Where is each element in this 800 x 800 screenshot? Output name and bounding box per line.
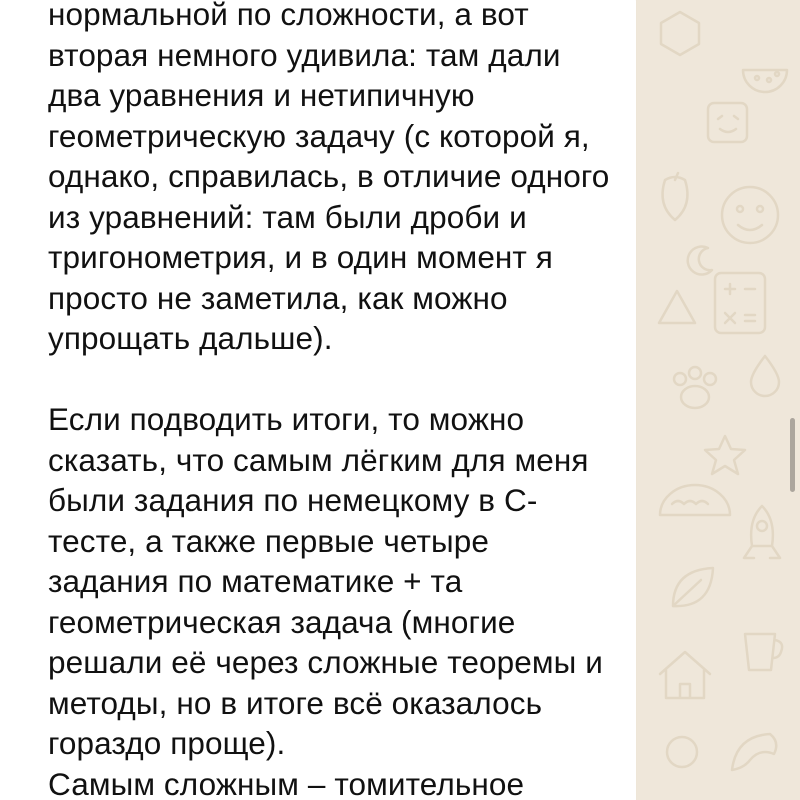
dog-paw-doodle-icon <box>660 355 730 425</box>
scroll-indicator[interactable] <box>790 418 795 492</box>
message-line: геометрическую задачу (с которой я, <box>48 117 590 154</box>
taco-doodle-icon <box>650 470 740 530</box>
triangle-doodle-icon <box>655 285 700 330</box>
hexagon-doodle-icon <box>655 8 705 58</box>
message-line: однако, справилась, в отличие одного <box>48 158 610 194</box>
message-line: решали её через сложные теоремы и <box>48 644 603 680</box>
fruit-slice-doodle-icon <box>735 40 795 100</box>
leaf-doodle-icon <box>665 560 720 615</box>
message-line: тесте, а также первые четыре <box>48 522 489 559</box>
message-line: два уравнения и нетипичную <box>48 77 475 113</box>
shrimp-doodle-icon <box>720 720 790 790</box>
message-line: тригонометрия, и в один момент я <box>48 239 553 275</box>
message-line: из уравнений: там были дроби и <box>48 198 527 235</box>
message-line: вторая немного удивила: там дали <box>48 36 561 73</box>
message-text <box>48 0 628 800</box>
message-line: гораздо проще). <box>48 725 286 761</box>
house-doodle-icon <box>650 640 720 710</box>
message-line: нормальной по сложности, а вот <box>48 0 529 32</box>
calculator-doodle-icon <box>705 265 775 340</box>
message-line: методы, но в итоге всё оказалось <box>48 684 543 721</box>
pepper-doodle-icon <box>650 170 700 230</box>
paragraph-break <box>48 359 628 400</box>
rocket-doodle-icon <box>735 500 790 570</box>
message-line: Самым сложным – томительное <box>48 765 525 800</box>
smiley-doodle-icon <box>700 95 755 150</box>
message-line: задания по математике + та <box>48 563 463 599</box>
message-line: Если подводить итоги, то можно <box>48 401 525 437</box>
cup-doodle-icon <box>735 620 790 680</box>
message-line: были задания по немецкому в С- <box>48 482 538 518</box>
message-line: упрощать дальше). <box>48 320 333 356</box>
message-line: сказать, что самым лёгким для меня <box>48 441 589 478</box>
message-line: геометрическая задача (многие <box>48 603 516 640</box>
circle-doodle-icon <box>660 730 705 775</box>
face-doodle-icon <box>710 175 790 255</box>
message-line: просто не заметила, как можно <box>48 279 508 316</box>
drop-doodle-icon <box>745 350 785 400</box>
